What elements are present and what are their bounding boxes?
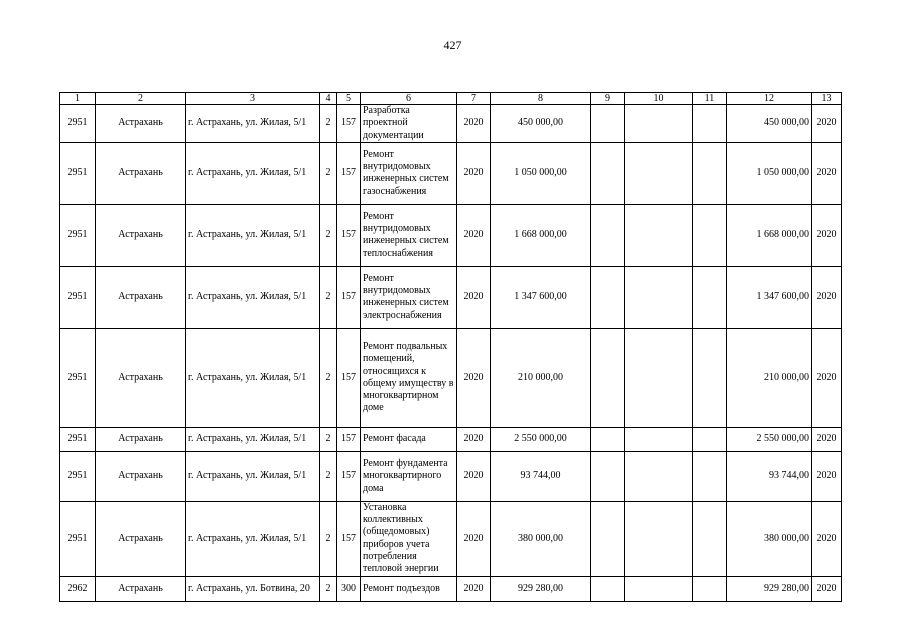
cell-record-id: 2962 <box>60 576 96 601</box>
column-header: 9 <box>591 93 625 105</box>
cell-record-id: 2951 <box>60 204 96 266</box>
cell-completion-year: 2020 <box>812 204 842 266</box>
cell-value-5: 300 <box>337 576 361 601</box>
cell-fund-cost: 450 000,00 <box>727 105 812 143</box>
cell-year: 2020 <box>457 328 491 427</box>
cell-work-type: Ремонт внутридомовых инженерных систем теплоснабжения <box>361 204 457 266</box>
cell-year: 2020 <box>457 576 491 601</box>
cell-value-10 <box>625 501 693 576</box>
cell-value-4: 2 <box>320 142 337 204</box>
cell-total-cost: 1 668 000,00 <box>491 204 591 266</box>
cell-completion-year: 2020 <box>812 576 842 601</box>
column-numbers-row <box>60 93 842 105</box>
table-row <box>60 204 842 266</box>
cell-work-type: Ремонт внутридомовых инженерных систем электроснабжения <box>361 266 457 328</box>
cell-value-10 <box>625 204 693 266</box>
cell-value-11 <box>693 427 727 451</box>
cell-value-9 <box>591 142 625 204</box>
cell-value-5: 157 <box>337 501 361 576</box>
cell-fund-cost: 1 347 600,00 <box>727 266 812 328</box>
table-row <box>60 501 842 576</box>
cell-work-type: Ремонт подъездов <box>361 576 457 601</box>
cell-total-cost: 210 000,00 <box>491 328 591 427</box>
cell-value-11 <box>693 204 727 266</box>
cell-value-11 <box>693 501 727 576</box>
cell-value-9 <box>591 501 625 576</box>
cell-record-id: 2951 <box>60 501 96 576</box>
cell-address: г. Астрахань, ул. Жилая, 5/1 <box>186 105 320 143</box>
cell-completion-year: 2020 <box>812 451 842 501</box>
column-header: 13 <box>812 93 842 105</box>
cell-value-9 <box>591 204 625 266</box>
program-table <box>59 92 842 602</box>
cell-year: 2020 <box>457 105 491 143</box>
cell-value-4: 2 <box>320 576 337 601</box>
table-row <box>60 427 842 451</box>
cell-fund-cost: 1 050 000,00 <box>727 142 812 204</box>
cell-municipality: Астрахань <box>96 427 186 451</box>
cell-total-cost: 450 000,00 <box>491 105 591 143</box>
cell-fund-cost: 929 280,00 <box>727 576 812 601</box>
cell-work-type: Ремонт фундамента многоквартирного дома <box>361 451 457 501</box>
column-header: 6 <box>361 93 457 105</box>
cell-year: 2020 <box>457 501 491 576</box>
cell-year: 2020 <box>457 427 491 451</box>
cell-year: 2020 <box>457 451 491 501</box>
cell-municipality: Астрахань <box>96 576 186 601</box>
cell-value-4: 2 <box>320 266 337 328</box>
cell-total-cost: 93 744,00 <box>491 451 591 501</box>
column-header: 1 <box>60 93 96 105</box>
cell-completion-year: 2020 <box>812 142 842 204</box>
table-row <box>60 451 842 501</box>
cell-value-4: 2 <box>320 105 337 143</box>
cell-value-4: 2 <box>320 204 337 266</box>
cell-value-5: 157 <box>337 266 361 328</box>
cell-record-id: 2951 <box>60 451 96 501</box>
cell-record-id: 2951 <box>60 328 96 427</box>
column-header: 3 <box>186 93 320 105</box>
cell-value-10 <box>625 266 693 328</box>
cell-work-type: Ремонт подвальных помещений, относящихся к общему имуществу в многоквартирном доме <box>361 328 457 427</box>
cell-year: 2020 <box>457 204 491 266</box>
cell-value-11 <box>693 266 727 328</box>
cell-municipality: Астрахань <box>96 266 186 328</box>
table-row <box>60 328 842 427</box>
cell-address: г. Астрахань, ул. Жилая, 5/1 <box>186 451 320 501</box>
cell-value-4: 2 <box>320 427 337 451</box>
cell-value-9 <box>591 328 625 427</box>
cell-value-9 <box>591 266 625 328</box>
cell-value-5: 157 <box>337 427 361 451</box>
cell-fund-cost: 380 000,00 <box>727 501 812 576</box>
column-header: 7 <box>457 93 491 105</box>
cell-value-10 <box>625 105 693 143</box>
table-row <box>60 105 842 143</box>
cell-address: г. Астрахань, ул. Жилая, 5/1 <box>186 427 320 451</box>
cell-year: 2020 <box>457 142 491 204</box>
cell-value-5: 157 <box>337 142 361 204</box>
cell-value-5: 157 <box>337 105 361 143</box>
column-header: 2 <box>96 93 186 105</box>
cell-completion-year: 2020 <box>812 105 842 143</box>
cell-record-id: 2951 <box>60 427 96 451</box>
column-header: 12 <box>727 93 812 105</box>
table-row <box>60 266 842 328</box>
table-row <box>60 576 842 601</box>
column-header: 11 <box>693 93 727 105</box>
cell-value-10 <box>625 142 693 204</box>
cell-completion-year: 2020 <box>812 501 842 576</box>
cell-year: 2020 <box>457 266 491 328</box>
cell-municipality: Астрахань <box>96 501 186 576</box>
cell-fund-cost: 93 744,00 <box>727 451 812 501</box>
cell-value-4: 2 <box>320 328 337 427</box>
cell-value-4: 2 <box>320 451 337 501</box>
cell-address: г. Астрахань, ул. Жилая, 5/1 <box>186 204 320 266</box>
cell-work-type: Ремонт фасада <box>361 427 457 451</box>
cell-value-4: 2 <box>320 501 337 576</box>
cell-value-9 <box>591 427 625 451</box>
cell-completion-year: 2020 <box>812 427 842 451</box>
cell-work-type: Ремонт внутридомовых инженерных систем газоснабжения <box>361 142 457 204</box>
cell-value-11 <box>693 328 727 427</box>
cell-address: г. Астрахань, ул. Жилая, 5/1 <box>186 142 320 204</box>
cell-value-11 <box>693 142 727 204</box>
cell-total-cost: 1 050 000,00 <box>491 142 591 204</box>
cell-record-id: 2951 <box>60 266 96 328</box>
cell-completion-year: 2020 <box>812 328 842 427</box>
cell-value-9 <box>591 576 625 601</box>
cell-value-10 <box>625 328 693 427</box>
column-header: 5 <box>337 93 361 105</box>
cell-total-cost: 2 550 000,00 <box>491 427 591 451</box>
cell-address: г. Астрахань, ул. Жилая, 5/1 <box>186 266 320 328</box>
cell-total-cost: 929 280,00 <box>491 576 591 601</box>
cell-work-type: Установка коллективных (общедомовых) приборов учета потребления тепловой энергии <box>361 501 457 576</box>
table-row <box>60 142 842 204</box>
cell-value-5: 157 <box>337 204 361 266</box>
cell-municipality: Астрахань <box>96 105 186 143</box>
cell-value-9 <box>591 105 625 143</box>
page-number: 427 <box>443 38 462 52</box>
cell-value-11 <box>693 105 727 143</box>
cell-value-11 <box>693 576 727 601</box>
cell-fund-cost: 2 550 000,00 <box>727 427 812 451</box>
cell-work-type: Разработка проектной документации <box>361 105 457 143</box>
cell-fund-cost: 210 000,00 <box>727 328 812 427</box>
column-header: 10 <box>625 93 693 105</box>
cell-address: г. Астрахань, ул. Жилая, 5/1 <box>186 328 320 427</box>
column-header: 4 <box>320 93 337 105</box>
cell-address: г. Астрахань, ул. Ботвина, 20 <box>186 576 320 601</box>
cell-total-cost: 1 347 600,00 <box>491 266 591 328</box>
cell-record-id: 2951 <box>60 105 96 143</box>
cell-value-10 <box>625 451 693 501</box>
cell-municipality: Астрахань <box>96 451 186 501</box>
cell-value-9 <box>591 451 625 501</box>
cell-municipality: Астрахань <box>96 328 186 427</box>
cell-total-cost: 380 000,00 <box>491 501 591 576</box>
cell-value-11 <box>693 451 727 501</box>
cell-value-5: 157 <box>337 328 361 427</box>
cell-fund-cost: 1 668 000,00 <box>727 204 812 266</box>
cell-record-id: 2951 <box>60 142 96 204</box>
cell-value-5: 157 <box>337 451 361 501</box>
cell-value-10 <box>625 427 693 451</box>
column-header: 8 <box>491 93 591 105</box>
cell-value-10 <box>625 576 693 601</box>
cell-municipality: Астрахань <box>96 204 186 266</box>
cell-address: г. Астрахань, ул. Жилая, 5/1 <box>186 501 320 576</box>
cell-municipality: Астрахань <box>96 142 186 204</box>
cell-completion-year: 2020 <box>812 266 842 328</box>
